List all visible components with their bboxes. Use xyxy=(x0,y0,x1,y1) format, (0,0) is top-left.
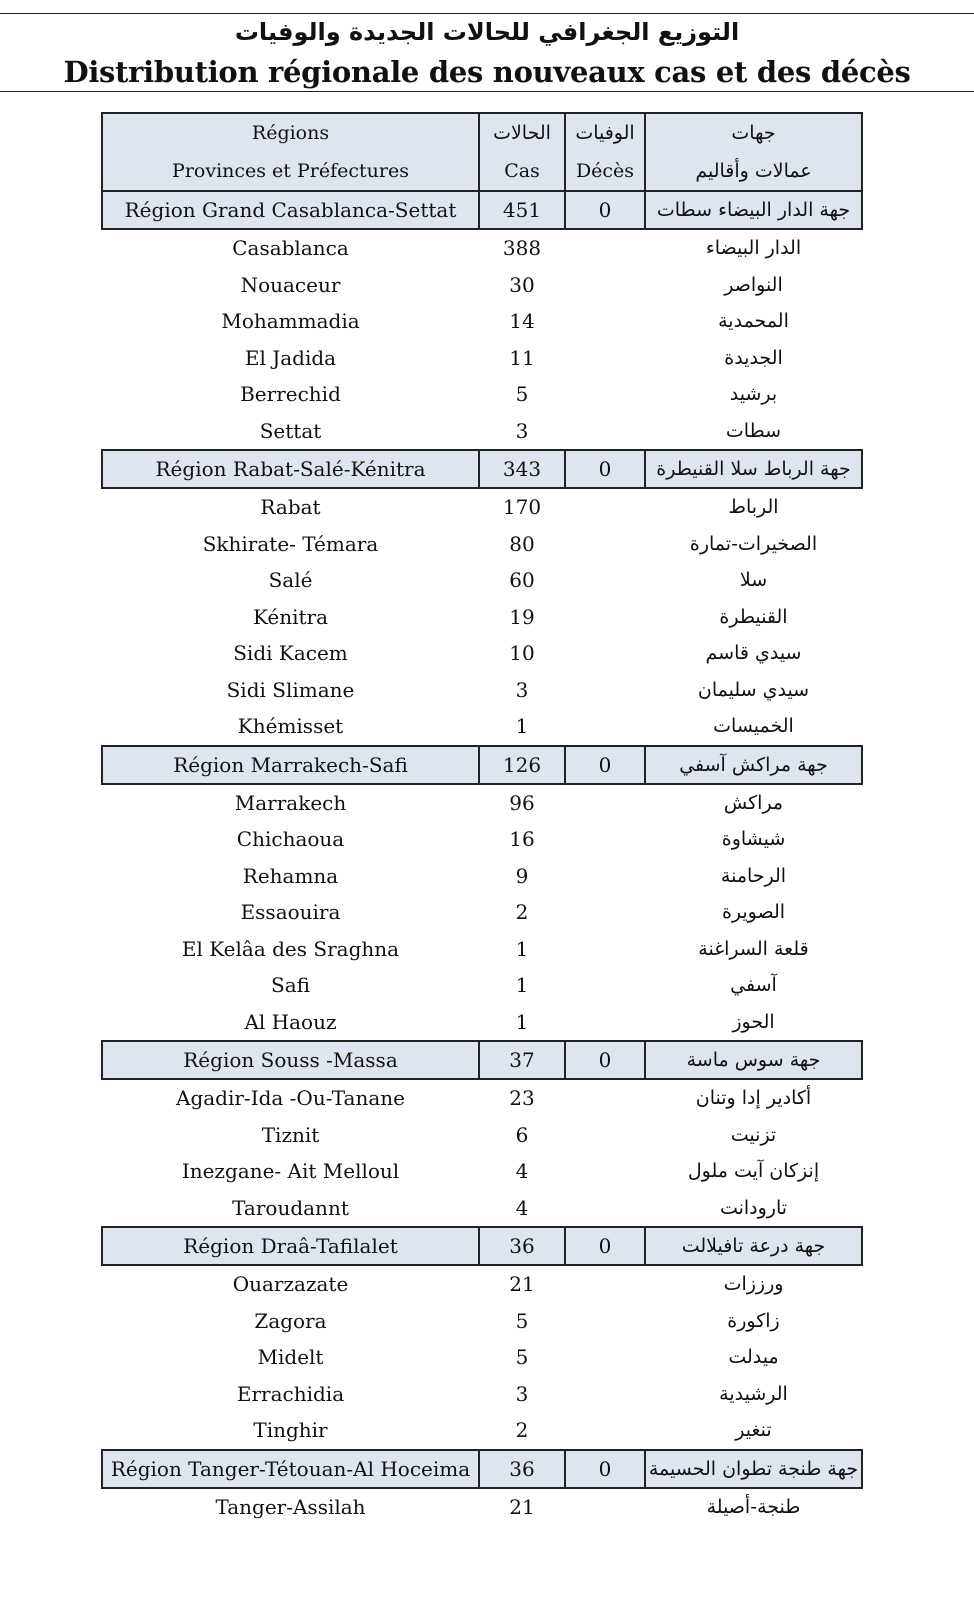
title-french: Distribution régionale des nouveaux cas et des décès xyxy=(63,55,911,89)
province-row xyxy=(102,967,862,1004)
name-ar-cell: الحوز xyxy=(732,1010,775,1033)
name-ar-cell: الصخيرات-تمارة xyxy=(689,532,818,555)
cases-cell: 343 xyxy=(479,450,565,488)
name-ar-cell: الدار البيضاء xyxy=(705,237,802,260)
province-row xyxy=(102,1190,862,1228)
name-fr-cell: El Kelâa des Sraghna xyxy=(181,936,400,961)
name-ar-cell: الخميسات xyxy=(713,715,794,738)
province-row xyxy=(102,1117,862,1154)
province-row xyxy=(102,303,862,340)
cases-cell: 2 xyxy=(515,1418,529,1443)
deaths-cell xyxy=(565,267,645,304)
cases-cell: 388 xyxy=(502,236,542,261)
region-row xyxy=(102,191,862,229)
header-cases xyxy=(479,113,565,191)
province-row xyxy=(102,1303,862,1340)
deaths-cell: 0 xyxy=(565,1450,645,1488)
province-row xyxy=(102,229,862,267)
cases-cell: 36 xyxy=(479,1450,565,1488)
cases-cell: 3 xyxy=(515,1381,529,1406)
region-row xyxy=(102,450,862,488)
header-regions-ar xyxy=(645,113,862,191)
name-ar-cell: سيدي قاسم xyxy=(705,642,802,665)
province-row xyxy=(102,708,862,746)
deaths-cell: 0 xyxy=(565,1227,645,1265)
cases-cell: 96 xyxy=(509,790,535,815)
region-row xyxy=(102,1227,862,1265)
name-fr-cell: Kénitra xyxy=(252,604,329,629)
name-ar-cell: قلعة السراغنة xyxy=(698,937,809,960)
province-row xyxy=(102,1412,862,1450)
cases-cell: 16 xyxy=(509,827,535,852)
header-deaths-fr: Décès xyxy=(575,160,635,182)
title-underline xyxy=(0,91,974,92)
cases-cell: 451 xyxy=(479,191,565,229)
deaths-cell xyxy=(565,376,645,413)
name-ar-cell: القنيطرة xyxy=(719,605,788,628)
cases-cell: 21 xyxy=(509,1494,535,1519)
header-regions-ar-label: جهات xyxy=(731,122,776,144)
name-fr-cell: Région Marrakech-Safi xyxy=(102,746,479,784)
name-ar-cell: ورززات xyxy=(723,1273,784,1296)
header-regions-fr xyxy=(102,113,479,191)
name-fr-cell: Région Tanger-Tétouan-Al Hoceima xyxy=(102,1450,479,1488)
name-ar-cell: تزنيت xyxy=(730,1123,777,1146)
cases-cell: 1 xyxy=(515,973,529,998)
name-ar-cell: شيشاوة xyxy=(721,828,786,851)
deaths-cell xyxy=(565,340,645,377)
deaths-cell xyxy=(565,931,645,968)
cases-cell: 14 xyxy=(509,309,535,334)
deaths-cell xyxy=(565,821,645,858)
province-row xyxy=(102,562,862,599)
name-fr-cell: Marrakech xyxy=(234,790,347,815)
name-ar-cell: الرباط xyxy=(728,496,779,519)
header-provinces-ar-label: عمالات وأقاليم xyxy=(695,160,812,182)
name-fr-cell: Rehamna xyxy=(242,863,339,888)
province-row xyxy=(102,635,862,672)
province-row xyxy=(102,894,862,931)
name-fr-cell: Berrechid xyxy=(240,382,341,407)
header-provinces-label: Provinces et Préfectures xyxy=(172,160,409,182)
name-fr-cell: Région Souss -Massa xyxy=(102,1041,479,1079)
header-deaths-ar: الوفيات xyxy=(575,122,635,144)
cases-cell: 1 xyxy=(515,714,529,739)
deaths-cell: 0 xyxy=(565,746,645,784)
name-fr-cell: Settat xyxy=(259,418,322,443)
name-fr-cell: Chichaoua xyxy=(236,827,345,852)
province-row xyxy=(102,376,862,413)
province-row xyxy=(102,1004,862,1042)
province-row xyxy=(102,858,862,895)
deaths-cell xyxy=(565,1303,645,1340)
cases-cell: 2 xyxy=(515,900,529,925)
name-fr-cell: Al Haouz xyxy=(244,1009,337,1034)
name-fr-cell: Mohammadia xyxy=(221,309,360,334)
table-header xyxy=(102,113,862,191)
cases-cell: 11 xyxy=(509,345,535,370)
name-fr-cell: Khémisset xyxy=(237,714,344,739)
cases-cell: 19 xyxy=(509,604,535,629)
name-fr-cell: Tanger-Assilah xyxy=(215,1494,366,1519)
name-ar-cell: سطات xyxy=(725,419,782,442)
cases-cell: 30 xyxy=(509,272,535,297)
name-ar-cell: طنجة-أصيلة xyxy=(706,1495,801,1518)
name-ar-cell: جهة درعة تافيلالت xyxy=(645,1227,862,1265)
cases-cell: 10 xyxy=(509,641,535,666)
name-fr-cell: Sidi Kacem xyxy=(233,641,348,666)
name-ar-cell: جهة الرباط سلا القنيطرة xyxy=(645,450,862,488)
name-fr-cell: Tiznit xyxy=(261,1122,320,1147)
cases-cell: 3 xyxy=(515,418,529,443)
province-row xyxy=(102,267,862,304)
name-ar-cell: إنزكان آيت ملول xyxy=(687,1160,820,1183)
cases-cell: 9 xyxy=(515,863,529,888)
name-fr-cell: Casablanca xyxy=(232,236,349,261)
deaths-cell xyxy=(565,784,645,822)
region-row xyxy=(102,1041,862,1079)
deaths-cell xyxy=(565,488,645,526)
header-cases-fr: Cas xyxy=(504,160,540,182)
name-ar-cell: الجديدة xyxy=(724,346,783,369)
province-row xyxy=(102,1265,862,1303)
deaths-cell xyxy=(565,562,645,599)
province-row xyxy=(102,1339,862,1376)
name-ar-cell: سلا xyxy=(739,569,768,592)
region-row xyxy=(102,1450,862,1488)
province-row xyxy=(102,1153,862,1190)
province-row xyxy=(102,1079,862,1117)
cases-cell: 37 xyxy=(479,1041,565,1079)
name-ar-cell: سيدي سليمان xyxy=(697,678,810,701)
deaths-cell xyxy=(565,1004,645,1042)
name-fr-cell: Errachidia xyxy=(236,1381,345,1406)
deaths-cell xyxy=(565,1117,645,1154)
cases-cell: 4 xyxy=(515,1159,529,1184)
title-arabic: التوزيع الجغرافي للحالات الجديدة والوفيات xyxy=(234,18,740,46)
name-fr-cell: Région Rabat-Salé-Kénitra xyxy=(102,450,479,488)
deaths-cell xyxy=(565,526,645,563)
cases-cell: 60 xyxy=(509,568,535,593)
name-ar-cell: المحمدية xyxy=(718,310,789,333)
deaths-cell: 0 xyxy=(565,191,645,229)
cases-cell: 80 xyxy=(509,531,535,556)
province-row xyxy=(102,599,862,636)
name-fr-cell: Sidi Slimane xyxy=(226,677,355,702)
name-ar-cell: الصويرة xyxy=(721,901,786,924)
province-row xyxy=(102,413,862,451)
cases-cell: 5 xyxy=(515,382,529,407)
deaths-cell xyxy=(565,413,645,451)
deaths-cell xyxy=(565,1412,645,1450)
name-fr-cell: Essaouira xyxy=(240,900,341,925)
name-ar-cell: جهة طنجة تطوان الحسيمة xyxy=(645,1450,862,1488)
name-fr-cell: Région Draâ-Tafilalet xyxy=(102,1227,479,1265)
name-ar-cell: مراكش xyxy=(723,791,784,814)
cases-cell: 5 xyxy=(515,1308,529,1333)
cases-cell: 6 xyxy=(515,1122,529,1147)
deaths-cell xyxy=(565,1153,645,1190)
deaths-cell xyxy=(565,672,645,709)
cases-cell: 1 xyxy=(515,1009,529,1034)
cases-cell: 1 xyxy=(515,936,529,961)
deaths-cell xyxy=(565,1190,645,1228)
distribution-table xyxy=(101,112,863,1525)
name-fr-cell: Rabat xyxy=(260,495,321,520)
name-fr-cell: Skhirate- Témara xyxy=(202,531,379,556)
name-ar-cell: جهة سوس ماسة xyxy=(645,1041,862,1079)
province-row xyxy=(102,931,862,968)
province-row xyxy=(102,526,862,563)
cases-cell: 21 xyxy=(509,1272,535,1297)
province-row xyxy=(102,821,862,858)
name-ar-cell: جهة مراكش آسفي xyxy=(645,746,862,784)
cases-cell: 170 xyxy=(502,495,542,520)
name-fr-cell: Région Grand Casablanca-Settat xyxy=(102,191,479,229)
cases-cell: 36 xyxy=(479,1227,565,1265)
deaths-cell xyxy=(565,708,645,746)
deaths-cell xyxy=(565,635,645,672)
deaths-cell: 0 xyxy=(565,1041,645,1079)
cases-cell: 126 xyxy=(479,746,565,784)
deaths-cell xyxy=(565,303,645,340)
cases-cell: 4 xyxy=(515,1195,529,1220)
name-ar-cell: آسفي xyxy=(730,974,777,997)
name-fr-cell: Inezgane- Ait Melloul xyxy=(181,1159,400,1184)
header-regions-label: Régions xyxy=(251,122,330,144)
deaths-cell: 0 xyxy=(565,450,645,488)
name-fr-cell: Taroudannt xyxy=(232,1195,349,1220)
deaths-cell xyxy=(565,894,645,931)
province-row xyxy=(102,340,862,377)
name-ar-cell: تنغير xyxy=(735,1419,772,1442)
name-ar-cell: تارودانت xyxy=(719,1196,788,1219)
name-fr-cell: Safi xyxy=(271,973,310,998)
deaths-cell xyxy=(565,1376,645,1413)
name-fr-cell: Zagora xyxy=(254,1308,327,1333)
province-row xyxy=(102,488,862,526)
province-row xyxy=(102,1376,862,1413)
name-fr-cell: Salé xyxy=(268,568,313,593)
name-ar-cell: برشيد xyxy=(729,383,778,406)
deaths-cell xyxy=(565,1265,645,1303)
name-ar-cell: أكادير إدا وتنان xyxy=(695,1087,812,1110)
name-fr-cell: Midelt xyxy=(257,1345,324,1370)
header-cases-ar: الحالات xyxy=(493,122,551,144)
header-deaths xyxy=(565,113,645,191)
name-ar-cell: النواصر xyxy=(724,273,783,296)
deaths-cell xyxy=(565,229,645,267)
name-ar-cell: ميدلت xyxy=(728,1346,779,1369)
region-row xyxy=(102,746,862,784)
name-fr-cell: Ouarzazate xyxy=(232,1272,349,1297)
name-ar-cell: الرحامنة xyxy=(720,864,787,887)
province-row xyxy=(102,672,862,709)
cases-cell: 23 xyxy=(509,1086,535,1111)
name-ar-cell: الرشيدية xyxy=(719,1382,788,1405)
name-ar-cell: زاكورة xyxy=(727,1309,780,1332)
name-ar-cell: جهة الدار البيضاء سطات xyxy=(645,191,862,229)
deaths-cell xyxy=(565,1079,645,1117)
cases-cell: 5 xyxy=(515,1345,529,1370)
name-fr-cell: Nouaceur xyxy=(240,272,341,297)
province-row xyxy=(102,784,862,822)
name-fr-cell: El Jadida xyxy=(244,345,337,370)
deaths-cell xyxy=(565,858,645,895)
name-fr-cell: Tinghir xyxy=(253,1418,328,1443)
deaths-cell xyxy=(565,1339,645,1376)
cases-cell: 3 xyxy=(515,677,529,702)
name-fr-cell: Agadir-Ida -Ou-Tanane xyxy=(176,1086,405,1111)
deaths-cell xyxy=(565,1488,645,1526)
deaths-cell xyxy=(565,599,645,636)
province-row xyxy=(102,1488,862,1526)
deaths-cell xyxy=(565,967,645,1004)
